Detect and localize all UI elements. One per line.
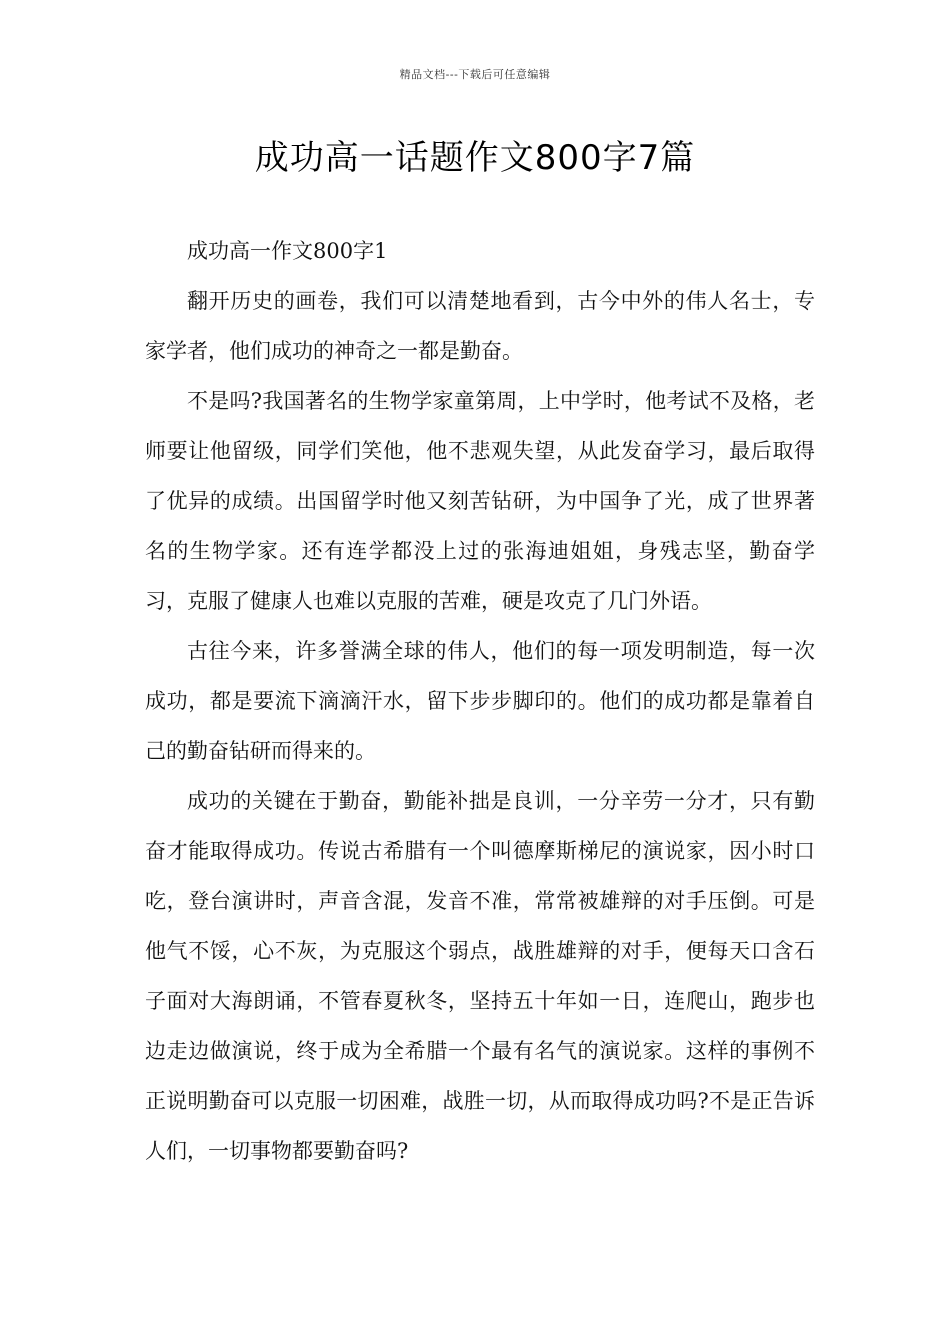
paragraph-4: 成功的关键在于勤奋，勤能补拙是良训，一分辛劳一分才，只有勤奋才能取得成功。传说古希腊有一个叫德摩斯梯尼的演说家，因小时口吃，登台演讲时，声音含混，发音不准，常常被雄辩的对手压倒。可是他气不馁，心不灰，为克服这个弱点，战胜雄辩的对手，便每天口含石子面对大海朗诵，不管春夏秋冬，坚持五十年如一日，连爬山，跑步也边走边做演说，终于成为全希腊一个最有名气的演说家。这样的事例不正说明勤奋可以克服一切困难，战胜一切，从而取得成功吗?不是正告诉人们，一切事物都要勤奋吗? xyxy=(145,789,815,1163)
header-note: 精品文档---下载后可任意编辑 xyxy=(399,68,551,81)
paragraph-2: 不是吗?我国著名的生物学家童第周，上中学时，他考试不及格，老师要让他留级，同学们笑他，他不悲观失望，从此发奋学习，最后取得了优异的成绩。出国留学时他又刻苦钻研，为中国争了光，成了世界著名的生物学家。还有连学都没上过的张海迪姐姐，身残志坚，勤奋学习，克服了健康人也难以克服的苦难，硬是攻克了几门外语。 xyxy=(145,389,815,613)
paragraph-3: 古往今来，许多誉满全球的伟人，他们的每一项发明制造，每一次成功，都是要流下滴滴汗水，留下步步脚印的。他们的成功都是靠着自己的勤奋钻研而得来的。 xyxy=(145,639,815,763)
document-title: 成功高一话题作文800字7篇 xyxy=(254,138,696,178)
essay-subtitle: 成功高一作文800字1 xyxy=(187,239,388,263)
paragraph-1: 翻开历史的画卷，我们可以清楚地看到，古今中外的伟人名士，专家学者，他们成功的神奇之一都是勤奋。 xyxy=(145,289,815,363)
document-body xyxy=(145,226,815,1176)
